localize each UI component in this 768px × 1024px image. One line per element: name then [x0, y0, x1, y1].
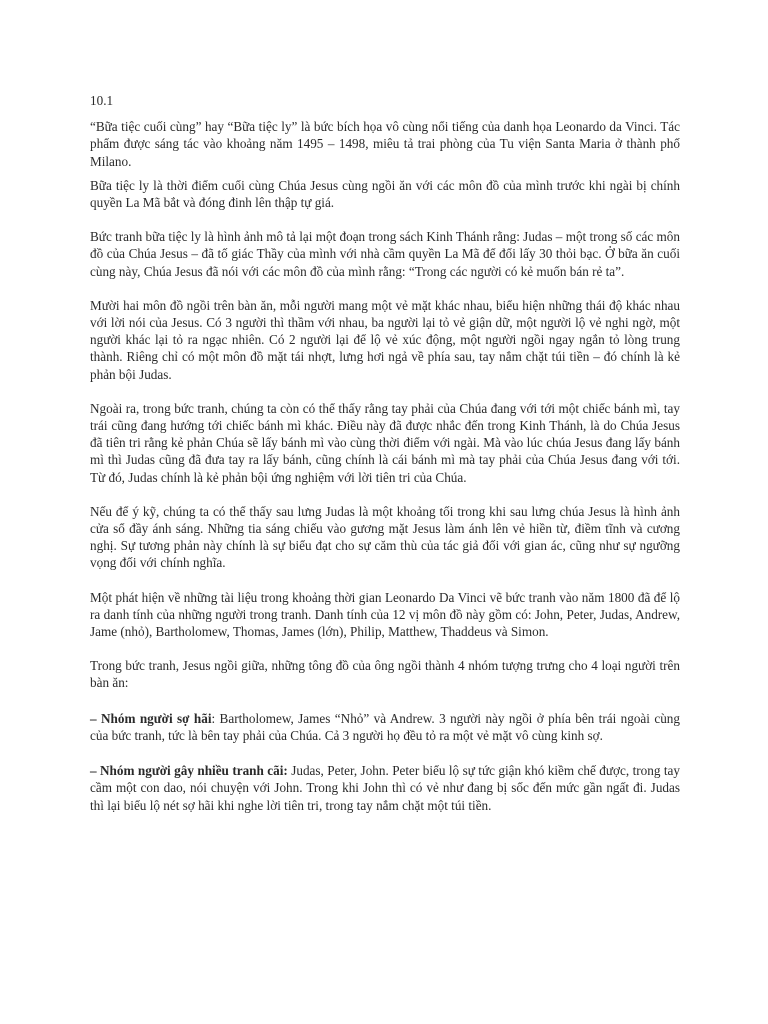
- document-page: [90, 92, 680, 831]
- paragraph-bible-passage: Bức tranh bữa tiệc ly là hình ảnh mô tả lại một đoạn trong sách Kinh Thánh rằng: Judas – một trong số các môn đồ của Chúa Jesus – đã tố giác Thầy của mình với nhà cầm quyền La Mã để đổi lấy 30 thỏi bạc. Ở bữa ăn cuối cùng này, Chúa Jesus đã nói với các môn đồ của mình rằng: “Trong các người có kẻ muốn bán rẻ ta”.: [90, 229, 680, 279]
- group-description-fearful: : Bartholomew, James “Nhỏ” và Andrew. 3 người này ngồi ở phía bên trái ngoài cùng của bức tranh, tức là bên tay phải của Chúa. Cả 3 người họ đều tỏ ra một vẻ mặt vô cùng kinh sợ.: [90, 710, 680, 743]
- section-number: 10.1: [90, 93, 114, 108]
- group-title-controversial: – Nhóm người gây nhiều tranh cãi:: [90, 763, 288, 779]
- paragraph-twelve-disciples: Mười hai môn đồ ngồi trên bàn ăn, mỗi người mang một vẻ mặt khác nhau, biểu hiện những thái độ khác nhau với lời nói của Jesus. Có 3 người thì thầm với nhau, ba người lại tỏ vẻ giận dữ, một người lộ vẻ nghi ngờ, một người khác lại tỏ ra ngạc nhiên. Có 2 người lại để lộ vẻ xúc động, một người ngồi ngay ngắn tỏ lòng trung thành. Riêng chỉ có một môn đồ mặt tái nhợt, lưng hơi ngả về phía sau, tay nắm chặt túi tiền – đó chính là kẻ phản bội Judas.: [90, 297, 680, 382]
- paragraph-light-contrast: Nếu để ý kỹ, chúng ta có thể thấy sau lưng Judas là một khoảng tối trong khi sau lưng chúa Jesus là hình ảnh cửa sổ đầy ánh sáng. Những tia sáng chiếu vào gương mặt Jesus làm ánh lên vẻ hiền từ, điềm tĩnh và cương nghị. Sự tương phản này chính là sự biểu đạt cho sự căm thù của tác giả đối với gian ác, cũng như sự ngưỡng vọng đối với chính nghĩa.: [90, 503, 680, 571]
- paragraph-fearful-group: [90, 710, 680, 744]
- paragraph-intro: “Bữa tiệc cuối cùng” hay “Bữa tiệc ly” là bức bích họa vô cùng nổi tiếng của danh họa Leonardo da Vinci. Tác phẩm được sáng tác vào khoảng năm 1495 – 1498, miêu tả trai phòng của Tu viện Santa Maria ở thành phố Milano.: [90, 119, 680, 169]
- paragraph-bread: Ngoài ra, trong bức tranh, chúng ta còn có thể thấy rằng tay phải của Chúa đang với tới một chiếc bánh mì, tay trái cũng đang hướng tới chiếc bánh mì khác. Điều này đã được nhắc đến trong Kinh Thánh, là do Chúa Jesus đã tiên tri rằng kẻ phản Chúa sẽ lấy bánh mì vào cùng thời điểm với ngài. Mà vào lúc chúa Jesus đang lấy bánh mì thì Judas cũng đã đưa tay ra lấy bánh, cũng chính là cái bánh mì mà tay phải của Chúa Jesus đang với tới. Từ đó, Judas chính là kẻ phản bội ứng nghiệm với lời tiên tri của Chúa.: [90, 400, 680, 485]
- paragraph-four-groups: Trong bức tranh, Jesus ngồi giữa, những tông đồ của ông ngồi thành 4 nhóm tượng trưng cho 4 loại người trên bàn ăn:: [90, 658, 680, 691]
- group-description-controversial: Judas, Peter, John. Peter biểu lộ sự tức giận khó kiềm chế được, trong tay cầm một con dao, nói chuyện với John. Trong khi John thì có vẻ như đang bị sốc đến mức gần ngất đi. Judas thì lại biểu lộ nét sợ hãi khi nghe lời tiên tri, trong tay nắm chặt một túi tiền.: [90, 763, 680, 813]
- paragraph-controversial-group: [90, 762, 680, 814]
- group-title-fearful: – Nhóm người sợ hãi: [90, 710, 212, 726]
- paragraph-last-supper: Bữa tiệc ly là thời điểm cuối cùng Chúa Jesus cùng ngồi ăn với các môn đồ của mình trước khi ngài bị chính quyền La Mã bắt và đóng đinh lên thập tự giá.: [90, 177, 680, 211]
- paragraph-identities: Một phát hiện về những tài liệu trong khoảng thời gian Leonardo Da Vinci vẽ bức tranh vào năm 1800 đã để lộ ra danh tính của những người trong tranh. Danh tính của 12 vị môn đồ này gồm có: John, Peter, Judas, Andrew, Jame (nhỏ), Bartholomew, Thomas, James (lớn), Philip, Matthew, Thaddeus và Simon.: [90, 589, 680, 640]
